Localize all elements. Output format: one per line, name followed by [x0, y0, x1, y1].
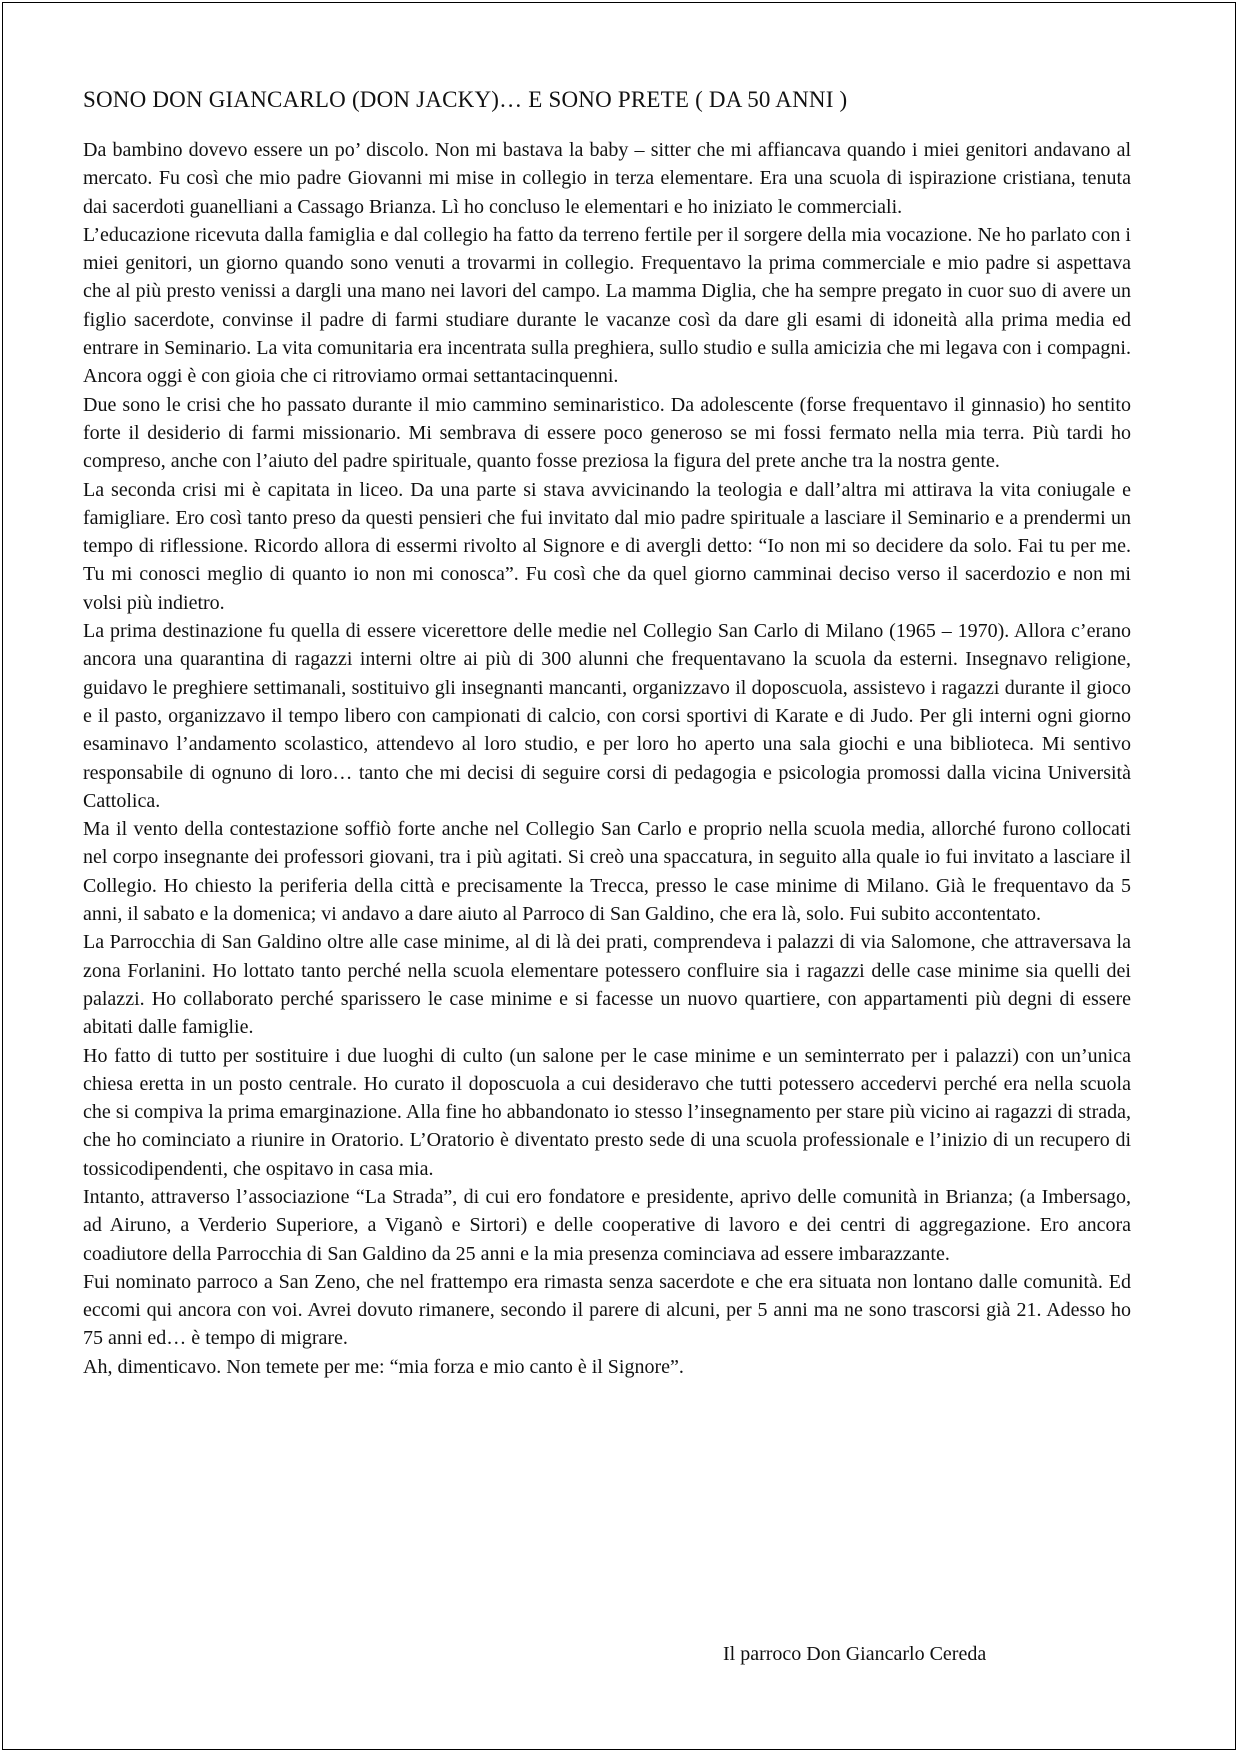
page-title: SONO DON GIANCARLO (DON JACKY)… E SONO PRETE ( DA 50 ANNI )	[83, 87, 848, 112]
paragraph-first-crisis: Due sono le crisi che ho passato durante il mio cammino seminaristico. Da adolescente (forse frequentavo il ginnasio) ho sentito forte il desiderio di farmi missionario. Mi sembrava di essere poco generoso se mi fossi fermato nella mia terra. Più tardi ho compreso, anche con l’aiuto del padre spirituale, quanto fosse preziosa la figura del prete anche tra la nostra gente.	[83, 393, 1131, 473]
paragraph-san-galdino: La Parrocchia di San Galdino oltre alle case minime, al di là dei prati, comprendeva i palazzi di via Salomone, che attraversava la zona Forlanini. Ho lottato tanto perché nella scuola elementare potessero confluire sia i ragazzi delle case minime sia quelli dei palazzi. Ho collaborato perché sparissero le case minime e si facesse un nuovo quartiere, con appartamenti più degni di essere abitati dalle famiglie.	[83, 931, 1131, 1039]
signature: Il parroco Don Giancarlo Cereda	[723, 1643, 987, 1665]
paragraph-second-crisis: La seconda crisi mi è capitata in liceo. Da una parte si stava avvicinando la teologia e dall’altra mi attirava la vita coniugale e famigliare. Ero così tanto preso da questi pensieri che fui invitato dal mio padre spirituale a lasciare il Seminario e a prendermi un tempo di riflessione. Ricordo allora di essermi rivolto al Signore e di avergli detto: “Io non mi so decidere da solo. Fai tu per me. Tu mi conosci meglio di quanto io non mi conosca”. Fu così che da quel giorno camminai deciso verso il sacerdozio e non mi volsi più indietro.	[83, 478, 1131, 614]
paragraph-la-strada: Intanto, attraverso l’associazione “La Strada”, di cui ero fondatore e presidente, aprivo delle comunità in Brianza; (a Imbersago, ad Airuno, a Verderio Superiore, a Viganò e Sirtori) e delle cooperative di lavoro e dei centri di aggregazione. Ero ancora coadiutore della Parrocchia di San Galdino da 25 anni e la mia presenza cominciava ad essere imbarazzante.	[83, 1185, 1131, 1265]
paragraph-contestazione: Ma il vento della contestazione soffiò forte anche nel Collegio San Carlo e proprio nella scuola media, allorché furono collocati nel corpo insegnante dei professori giovani, tra i più agitati. Si creò una spaccatura, in seguito alla quale io fui invitato a lasciare il Collegio. Ho chiesto la periferia della città e precisamente la Trecca, presso le case minime di Milano. Già le frequentavo da 5 anni, il sabato e la domenica; vi andavo a dare aiuto al Parroco di San Galdino, che era là, solo. Fui subito accontentato.	[83, 818, 1131, 926]
paragraph-collegio-san-carlo: La prima destinazione fu quella di essere vicerettore delle medie nel Collegio San Carlo di Milano (1965 – 1970). Allora c’erano ancora una quarantina di ragazzi interni oltre ai più di 300 alunni che frequentavano la scuola da esterni. Insegnavo religione, guidavo le preghiere settimanali, sostituivo gli insegnanti mancanti, organizzavo il doposcuola, assistevo i ragazzi durante il gioco e il pasto, organizzavo il tempo libero con campionati di calcio, con corsi sportivi di Karate e di Judo. Per gli interni ogni giorno esaminavo l’andamento scolastico, attendevo al loro studio, e per loro ho aperto una sala giochi e una biblioteca. Mi sentivo responsabile di ognuno di loro… tanto che mi decisi di seguire corsi di pedagogia e psicologia promossi dalla vicina Università Cattolica.	[83, 620, 1131, 812]
paragraph-san-zeno: Fui nominato parroco a San Zeno, che nel frattempo era rimasta senza sacerdote e che era situata non lontano dalle comunità. Ed eccomi qui ancora con voi. Avrei dovuto rimanere, secondo il parere di alcuni, per 5 anni ma ne sono trascorsi già 21. Adesso ho 75 anni ed… è tempo di migrare.	[83, 1270, 1131, 1350]
letter-body	[83, 136, 1131, 1381]
paragraph-childhood: Da bambino dovevo essere un po’ discolo. Non mi bastava la baby – sitter che mi affiancava quando i miei genitori andavano al mercato. Fu così che mio padre Giovanni mi mise in collegio in terza elementare. Era una scuola di ispirazione cristiana, tenuta dai sacerdoti guanelliani a Cassago Brianza. Lì ho concluso le elementari e ho iniziato le commerciali.	[83, 139, 1131, 218]
paragraph-vocation: L’educazione ricevuta dalla famiglia e dal collegio ha fatto da terreno fertile per il sorgere della mia vocazione. Ne ho parlato con i miei genitori, un giorno quando sono venuti a trovarmi in collegio. Frequentavo la prima commerciale e mio padre si aspettava che al più presto venissi a dargli una mano nei lavori del campo. La mamma Diglia, che ha sempre pregato in cuor suo di avere un figlio sacerdote, convinse il padre di farmi studiare durante le vacanze così da dare gli esami di idoneità alla prima media ed entrare in Seminario. La vita comunitaria era incentrata sulla preghiera, sullo studio e sulla amicizia che mi legava con i compagni. Ancora oggi è con gioia che ci ritroviamo ormai settantacinquenni.	[83, 223, 1131, 388]
page-frame	[2, 2, 1236, 1750]
paragraph-oratorio: Ho fatto di tutto per sostituire i due luoghi di culto (un salone per le case minime e un seminterrato per i palazzi) con un’unica chiesa eretta in un posto centrale. Ho curato il doposcuola a cui desideravo che tutti potessero accedervi perché era nella scuola che si compiva la prima emarginazione. Alla fine ho abbandonato io stesso l’insegnamento per stare più vicino ai ragazzi di strada, che ho cominciato a riunire in Oratorio. L’Oratorio è diventato presto sede di una scuola professionale e l’inizio di un recupero di tossicodipendenti, che ospitavo in casa mia.	[83, 1044, 1131, 1180]
paragraph-closing: Ah, dimenticavo. Non temete per me: “mia forza e mio canto è il Signore”.	[83, 1355, 684, 1378]
